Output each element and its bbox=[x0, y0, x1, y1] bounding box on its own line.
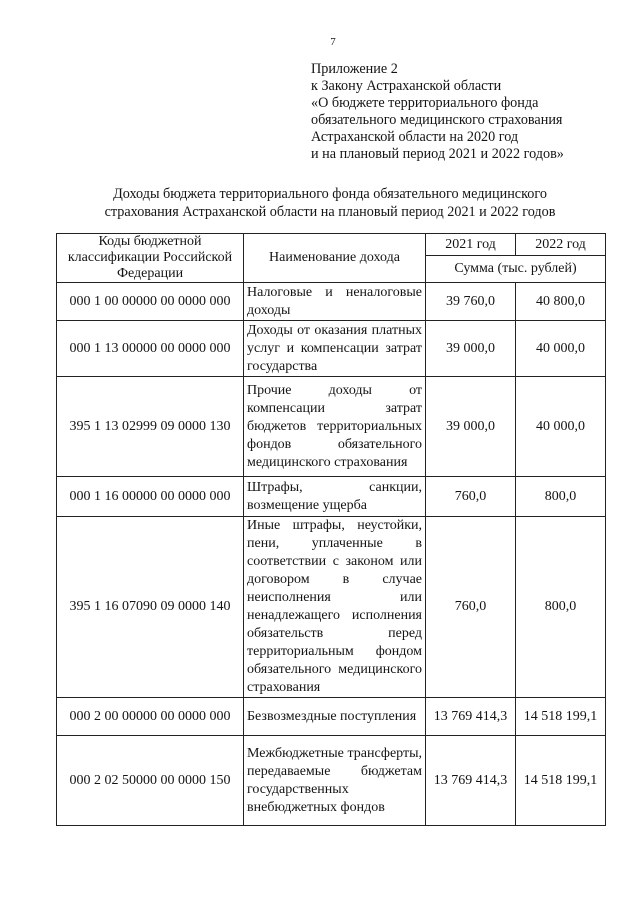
row-value-2022: 800,0 bbox=[516, 517, 606, 698]
row-value-2022: 14 518 199,1 bbox=[516, 736, 606, 826]
title-line: Доходы бюджета территориального фонда обязательного медицинского bbox=[113, 186, 547, 202]
row-name: Налоговые и неналоговые доходы bbox=[244, 283, 426, 321]
row-name: Безвозмездные поступления bbox=[244, 698, 426, 736]
table-row bbox=[57, 517, 606, 698]
page-number: 7 bbox=[330, 36, 336, 48]
document-title bbox=[60, 185, 600, 221]
row-code: 000 2 02 50000 00 0000 150 bbox=[57, 736, 244, 826]
header-year-2022: 2022 год bbox=[516, 234, 606, 256]
row-value-2022: 800,0 bbox=[516, 477, 606, 517]
row-value-2021: 39 000,0 bbox=[426, 377, 516, 477]
row-value-2022: 40 000,0 bbox=[516, 377, 606, 477]
table-row bbox=[57, 377, 606, 477]
row-name: Штрафы, санкции, возмещение ущерба bbox=[244, 477, 426, 517]
appendix-line: Приложение 2 bbox=[311, 61, 398, 77]
row-value-2021: 39 760,0 bbox=[426, 283, 516, 321]
row-value-2022: 40 800,0 bbox=[516, 283, 606, 321]
income-table bbox=[56, 233, 606, 826]
row-name: Доходы от оказания платных услуг и компенсации затрат государства bbox=[244, 321, 426, 377]
table-row bbox=[57, 477, 606, 517]
appendix-line: Астраханской области на 2020 год bbox=[311, 129, 519, 145]
header-code: Коды бюджетной классификации Российской Федерации bbox=[57, 234, 244, 283]
appendix-line: «О бюджете территориального фонда bbox=[311, 95, 539, 111]
appendix-reference bbox=[311, 61, 631, 163]
row-name: Прочие доходы от компенсации затрат бюджетов территориальных фондов обязательного медицинского страхования bbox=[244, 377, 426, 477]
header-name: Наименование дохода bbox=[244, 234, 426, 283]
row-code: 000 1 00 00000 00 0000 000 bbox=[57, 283, 244, 321]
row-code: 395 1 13 02999 09 0000 130 bbox=[57, 377, 244, 477]
row-value-2021: 760,0 bbox=[426, 477, 516, 517]
appendix-line: и на плановый период 2021 и 2022 годов» bbox=[311, 146, 564, 162]
row-value-2021: 760,0 bbox=[426, 517, 516, 698]
row-value-2022: 14 518 199,1 bbox=[516, 698, 606, 736]
appendix-line: к Закону Астраханской области bbox=[311, 78, 502, 94]
row-value-2021: 13 769 414,3 bbox=[426, 736, 516, 826]
title-line: страхования Астраханской области на плановый период 2021 и 2022 годов bbox=[104, 204, 556, 220]
row-value-2021: 39 000,0 bbox=[426, 321, 516, 377]
appendix-line: обязательного медицинского страхования bbox=[311, 112, 563, 128]
row-code: 000 1 13 00000 00 0000 000 bbox=[57, 321, 244, 377]
row-value-2022: 40 000,0 bbox=[516, 321, 606, 377]
header-year-2021: 2021 год bbox=[426, 234, 516, 256]
table-row bbox=[57, 321, 606, 377]
table-row bbox=[57, 698, 606, 736]
row-code: 395 1 16 07090 09 0000 140 bbox=[57, 517, 244, 698]
row-code: 000 2 00 00000 00 0000 000 bbox=[57, 698, 244, 736]
row-value-2021: 13 769 414,3 bbox=[426, 698, 516, 736]
row-code: 000 1 16 00000 00 0000 000 bbox=[57, 477, 244, 517]
row-name: Иные штрафы, неустойки, пени, уплаченные в соответствии с законом или договором в случае неисполнения или ненадлежащего исполнения обязательств перед территориальным фондом обязательного медицинского страхования bbox=[244, 517, 426, 698]
header-unit: Сумма (тыс. рублей) bbox=[426, 256, 606, 283]
row-name: Межбюджетные трансферты, передаваемые бюджетам государственных внебюджетных фондов bbox=[244, 736, 426, 826]
table-row bbox=[57, 283, 606, 321]
table-row bbox=[57, 736, 606, 826]
